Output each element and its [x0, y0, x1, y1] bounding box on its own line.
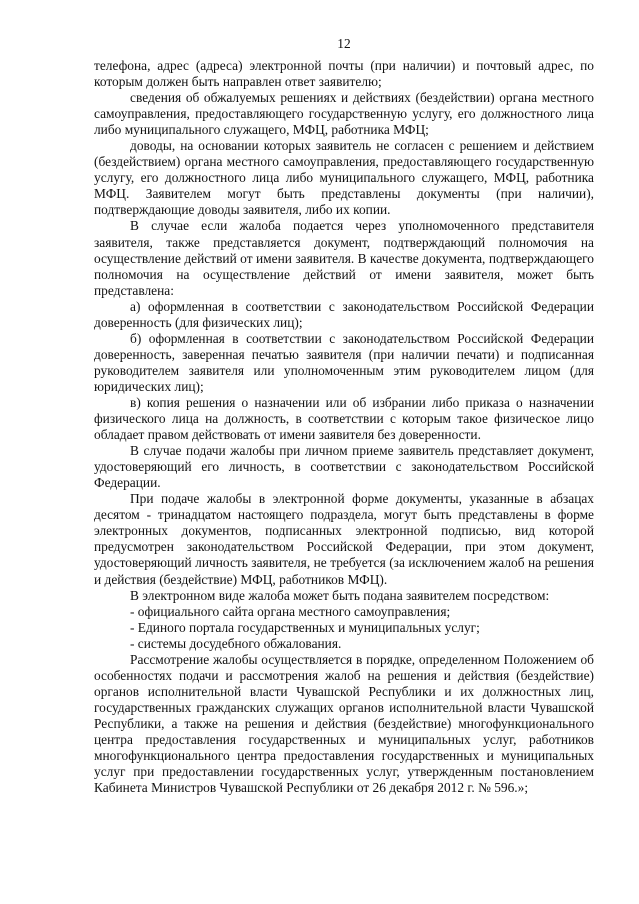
paragraph-appealed-decisions: сведения об обжалуемых решениях и действиях (бездействии) органа местного самоуправления, предоставляющего государственную услугу, его должностного лица либо муниципального служащего, МФЦ, работника МФЦ;	[94, 90, 594, 138]
paragraph-electronic-channels: В электронном виде жалоба может быть подана заявителем посредством:	[130, 587, 550, 603]
paragraph-representative: В случае если жалоба подается через уполномоченного представителя заявителя, также представляется документ, подтверждающий полномочия на осуществление действий от имени заявителя. В качестве документа, подтверждающего полномочия на осуществление действий от имени заявителя, может быть представлена:	[94, 218, 594, 298]
list-item-official-site: - официального сайта органа местного самоуправления;	[130, 603, 451, 619]
paragraph-personal-reception: В случае подачи жалобы при личном приеме заявитель представляет документ, удостоверяющий его личность, в соответствии с законодательством Российской Федерации.	[94, 443, 594, 491]
paragraph-arguments: доводы, на основании которых заявитель не согласен с решением и действием (бездействием) органа местного самоуправления, предоставляющего государственную услугу, его должностного лица либо муниципального служащего, МФЦ, работника МФЦ. Заявителем могут быть представлены документы (при наличии), подтверждающие доводы заявителя, либо их копии.	[94, 138, 594, 218]
document-body	[94, 58, 594, 796]
paragraph-item-c: в) копия решения о назначении или об избрании либо приказа о назначении физического лица на должность, в соответствии с которым такое физическое лицо обладает правом действовать от имени заявителя без доверенности.	[94, 394, 594, 443]
page-number: 12	[337, 36, 351, 51]
paragraph-consideration: Рассмотрение жалобы осуществляется в порядке, определенном Положением об особенностях подачи и рассмотрения жалоб на решения и действия (бездействие) органов исполнительной власти Чувашской Республики и их должностных лиц, государственных гражданских служащих органов исполнительной власти Чувашской Республики, а также на решения и действия (бездействие) многофункционального центра предоставления государственных и муниципальных услуг, работников многофункционального центра предоставления государственных и муниципальных услуг при предоставлении государственных услуг, утвержденным постановлением Кабинета Министров Чувашской Республики от 26 декабря 2012 г. № 596.»;	[94, 651, 594, 796]
paragraph-contact-continuation: телефона, адрес (адреса) электронной почты (при наличии) и почтовый адрес, по которым должен быть направлен ответ заявителю;	[94, 58, 594, 90]
paragraph-item-b: б) оформленная в соответствии с законодательством Российской Федерации доверенность, заверенная печатью заявителя (при наличии печати) и подписанная руководителем заявителя или уполномоченным этим руководителем лицом (для юридических лиц);	[94, 330, 594, 394]
list-item-pretrial-system: - системы досудебного обжалования.	[130, 635, 342, 651]
list-item-unified-portal: - Единого портала государственных и муниципальных услуг;	[130, 619, 480, 635]
paragraph-item-a: а) оформленная в соответствии с законодательством Российской Федерации доверенность (для физических лиц);	[94, 298, 594, 330]
paragraph-electronic-form: При подаче жалобы в электронной форме документы, указанные в абзацах десятом - тринадцатом настоящего подраздела, могут быть представлены в форме электронных документов, подписанных электронной подписью, вид которой предусмотрен законодательством Российской Федерации, при этом документ, удостоверяющий личность заявителя, не требуется (за исключением жалоб на решения и действия (бездействие) МФЦ, работников МФЦ).	[94, 491, 594, 587]
